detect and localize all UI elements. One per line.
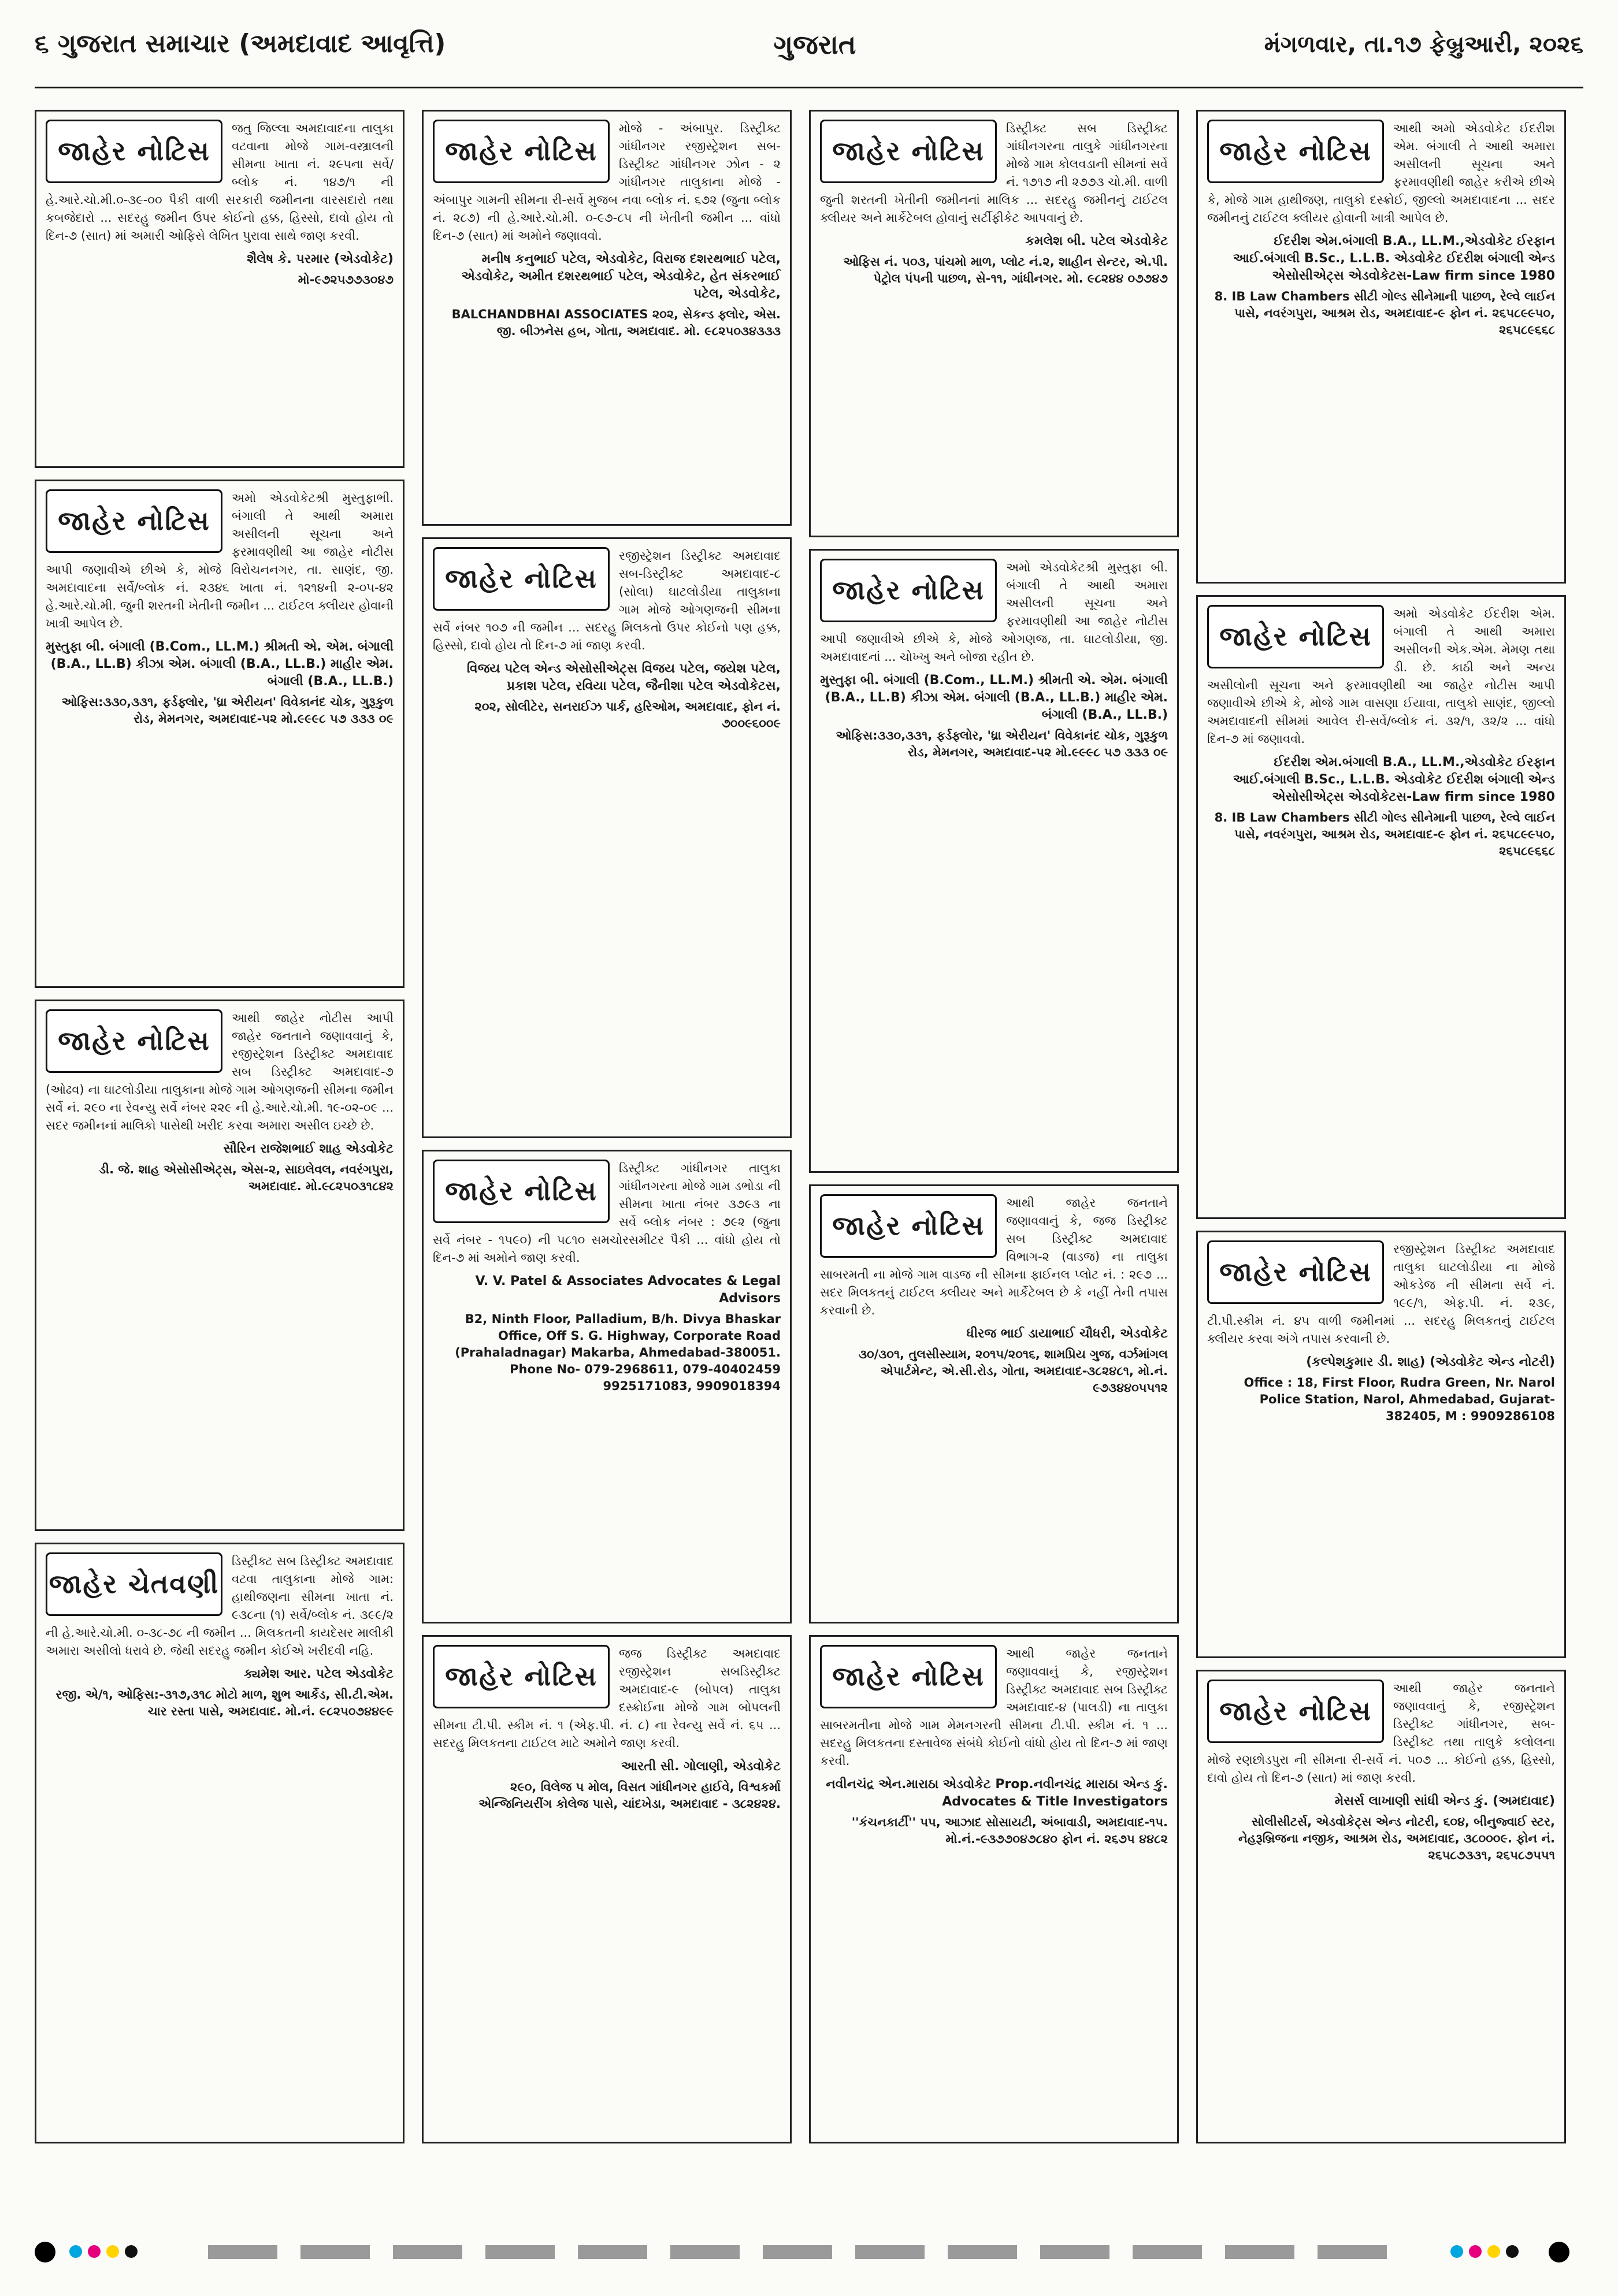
- notice-signature: મનીષ કનુભાઈ પટેલ, એડવોકેટ, વિરાજ દશરથભાઈ પટેલ, એડવોકેટ, અમીત દશરથભાઈ પટેલ, એડવોકેટ, હેત સંકરભાઈ પટેલ, એડવોકેટ,: [461, 252, 781, 301]
- notice-contact: મો-૯૭૨૫૭૭૩૦૪૭: [298, 273, 394, 287]
- notice-body: આથી જાહેર જનતાને જણાવવાનું કે, જજ ડિસ્ટ્રીક્ટ સબ ડિસ્ટ્રીક્ટ અમદાવાદ વિભાગ-૨ (વાડજ) ના તાલુકા સાબરમતી ના મોજે ગામ વાડજ ની સીમના ફાઈનલ પ્લોટ નં. : ૨૯૭ ... સદર મિલકતનું ટાઈટલ ક્લીયર અને માર્કેટેબલ છે કે નહીં તેની તપાસ કરવાની છે.: [820, 1196, 1168, 1317]
- notice-contact: ઓફિસ નં. ૫૦૩, પાંચમો માળ, પ્લોટ નં.૨, શાહીન સેન્ટર, એ.પી. પેટ્રોલ પંપની પાછળ, સે-૧૧, ગાંધીનગર. મો. ૯૮૨૪૪ ૦૭૭૪૭: [843, 255, 1168, 285]
- notice-signature: V. V. Patel & Associates Advocates & Legal Advisors: [475, 1274, 781, 1306]
- notice-14: [1196, 595, 1566, 1219]
- notice-body: જતુ જિલ્લા અમદાવાદના તાલુકા વટવાના મોજે ગામ-વસ્ત્રાલની સીમના ખાતા નં. ૨૯૫ના સર્વે/બ્લોક નં. ૧૪૭/૧ ની હે.આરે.ચો.મી.૦-૩૯-૦૦ પૈકી વાળી સરકારી જમીનના વારસદારો તથા કબજેદારો ... સદરહુ જમીન ઉપર કોઈનો હક્ક, હિસ્સો, દાવો હોય તો દિન-૭ (સાત) માં અમારી ઓફિસે લેખિત પુરાવા સાથે જાણ કરવી.: [46, 121, 394, 243]
- masthead: [35, 23, 1583, 87]
- notice-title: જાહેર નોટિસ: [820, 1645, 997, 1708]
- notice-body: અમો એડવોકેટશ્રી મુસ્તુફા બી. બંગાલી તે આથી અમારા અસીલની સૂચના અને ફરમાવણીથી આ જાહેર નોટીસ આપી જણાવીએ છીએ કે, મોજે ઓગણજ, તા. ઘાટલોડીયા, જી. અમદાવાદનાં ... ચોખ્ખુ અને બોજા રહીત છે.: [820, 560, 1168, 664]
- notice-title: જાહેર નોટિસ: [433, 1645, 610, 1708]
- notice-body: આથી જાહેર જનતાને જણાવવાનું કે, રજીસ્ટ્રેશન ડિસ્ટ્રીક્ટ ગાંધીનગર, સબ-ડિસ્ટ્રીક્ટ તથા તાલુકે કલોલના મોજે રણછોડપુરા ની સીમના રી-સર્વે નં. ૫૦૭ ... કોઈનો હક્ક, હિસ્સો, દાવો હોય તો દિન-૭ (સાત) માં જાણ કરવી.: [1207, 1681, 1555, 1785]
- masthead-rule: [35, 87, 1583, 88]
- issue-date: મંગળવાર, તા.૧૭ ફેબ્રુઆરી, ૨૦૨૬: [1264, 31, 1583, 58]
- notice-signature: નવીનચંદ્ર એન.મારાઠા એડવોકેટ Prop.નવીનચંદ્ર મારાઠા એન્ડ કું. Advocates & Title Investigators: [826, 1777, 1168, 1809]
- notice-body: રજીસ્ટ્રેશન ડિસ્ટ્રીક્ટ અમદાવાદ સબ-ડિસ્ટ્રીક્ટ અમદાવાદ-૮ (સોલા) ઘાટલોડીયા તાલુકાના ગામ મોજે ઓગણજની સીમના સર્વે નંબર ૧૦૭ ની જમીન ... સદરહુ મિલકતો ઉપર કોઈનો પણ હક્ક, હિસ્સો, દાવો હોય તો દિન-૭ માં જાણ કરવી.: [433, 549, 781, 652]
- notice-15: [1196, 1231, 1566, 1658]
- notice-title: જાહેર નોટિસ: [46, 120, 222, 183]
- section-title: ગુજરાત: [773, 29, 856, 60]
- black-dot-icon: [1506, 2245, 1519, 2258]
- notice-title: જાહેર નોટિસ: [820, 120, 997, 183]
- notice-body: જજ ડિસ્ટ્રીક્ટ અમદાવાદ રજીસ્ટ્રેશન સબડિસ્ટ્રીક્ટ અમદાવાદ-૯ (બોપલ) તાલુકા દસ્ક્રોઈના મોજે ગામ બોપલની સીમના ટી.પી. સ્કીમ નં. ૧ (એફ.પી. નં. ૮) ના રેવન્યુ સર્વે નં. ૬૫ ... સદરહુ મિલકતના ટાઈટલ માટે અમોને જાણ કરવી.: [433, 1647, 781, 1750]
- column-2: [422, 110, 792, 2143]
- notice-body: ડિસ્ટ્રીક્ટ સબ ડિસ્ટ્રીક્ટ ગાંધીનગરના તાલુકે ગાંધીનગરના મોજે ગામ કોલવડાની સીમનાં સર્વે નં. ૧૭૧૭ ની ૨૭૭૩ ચો.મી. વાળી જુની શરતની ખેતીની જમીનનાં માલિક ... સદરહુ જમીનનું ટાઈટલ ક્લીયર અને માર્કેટેબલ હોવાનું સર્ટીફીકેટ આપવાનું છે.: [820, 121, 1168, 225]
- notice-signature: મુસ્તુફા બી. બંગાલી (B.Com., LL.M.) શ્રીમતી એ. એમ. બંગાલી (B.A., LL.B) કીઝા એમ. બંગાલી (B.A., LL.B.) માહીર એમ. બંગાલી (B.A., LL.B.): [820, 673, 1168, 722]
- notice-body: અમો એડવોકેટશ્રી મુસ્તુફાભી. બંગાલી તે આથી અમારા અસીલની સૂચના અને ફરમાવણીથી આ જાહેર નોટીસ આપી જણાવીએ છીએ કે, મોજે વિરોચનનગર, તા. સાણંદ, જી. અમદાવાદના સર્વે/બ્લોક નં. ૨૩૪૬ ખાતા નં. ૧૨૧૪ની ૨-૦૫-૪૨ હે.આરે.ચો.મી. જુની શરતની ખેતીની જમીન ... ટાઈટલ ક્લીયર હોવાની ખાત્રી આપેલ છે.: [46, 491, 394, 630]
- registration-mark-icon: [35, 2242, 55, 2262]
- notice-signature: ક્યમેશ આર. પટેલ એડવોકેટ: [244, 1667, 394, 1681]
- notice-body: ડિસ્ટ્રીક્ટ ગાંધીનગર તાલુકા ગાંધીનગરના મોજે ગામ ડભોડા ની સીમના ખાતા નંબર ૩૭૯૩ ના સર્વે બ્લોક નંબર : ૭૯૨ (જુના સર્વે નંબર - ૧૫૯૦) ની ૫૮૧૦ સમચોરસમીટર પૈકી ... વાંધો હોય તો દિન-૭ માં અમોને જાણ કરવી.: [433, 1161, 781, 1265]
- notice-contact: B2, Ninth Floor, Palladium, B/h. Divya Bhaskar Office, Off S. G. Highway, Corporate Road (Prahaladnagar) Makarba, Ahmedabad-380051. Phone No- 079-2968611, 079-40402459 9925171083, 9909018394: [455, 1312, 781, 1393]
- notice-contact: 8. IB Law Chambers સીટી ગોલ્ડ સીનેમાની પાછળ, રેલ્વે લાઈન પાસે, નવરંગપુરા, આશ્રમ રોડ, અમદાવાદ-૯ ફોન નં. ૨૬૫૮૯૯૫૦, ૨૬૫૮૯૬૬૮: [1214, 289, 1555, 337]
- notice-6: [422, 537, 792, 1138]
- notice-title: જાહેર નોટિસ: [1207, 1240, 1384, 1304]
- notice-signature: કમલેશ બી. પટેલ એડવોકેટ: [1025, 234, 1168, 248]
- notice-contact: ૨૯૦, વિલેજ ૫ મોલ, વિસત ગાંધીનગર હાઈવે, વિશ્વકર્મા એન્જિનિયરીંગ કોલેજ પાસે, ચાંદખેડા, અમદાવાદ - ૩૮૨૪૨૪.: [478, 1780, 781, 1811]
- registration-mark-icon: [1549, 2242, 1569, 2262]
- notice-4: [35, 1543, 404, 2143]
- notice-body: આથી જાહેર જનતાને જણાવવાનું કે, રજીસ્ટ્રેશન ડિસ્ટ્રીક્ટ અમદાવાદ સબ ડિસ્ટ્રીક્ટ અમદાવાદ-૪ (પાલડી) ના તાલુકા સાબરમતીના મોજે ગામ મેમનગરની સીમના ટી.પી. સ્કીમ નં. ૧ ... સદરહુ મિલકતના દસ્તાવેજ સંબંધે કોઈનો વાંધો હોય તો દિન-૭ માં જાણ કરવી.: [820, 1647, 1168, 1768]
- notice-body: આથી જાહેર નોટીસ આપી જાહેર જનતાને જણાવવાનું કે, રજીસ્ટ્રેશન ડિસ્ટ્રીક્ટ અમદાવાદ સબ ડિસ્ટ્રીક્ટ અમદાવાદ-૭ (ઓઢવ) ના ઘાટલોડીયા તાલુકાના મોજે ગામ ઓગણજની સીમના જમીન સર્વે નં. ૨૯૦ ના રેવન્યુ સર્વે નંબર ૨૨૯ ની હે.આરે.ચો.મી. ૧૯-૦૨-૦૯ ... સદર જમીનનાં માલિકો પાસેથી ખરીદ કરવા અમારા અસીલ ઇચ્છે છે.: [46, 1011, 394, 1132]
- notice-title: જાહેર નોટિસ: [433, 1160, 610, 1223]
- notice-title: જાહેર ચેતવણી: [46, 1552, 222, 1616]
- yellow-dot-icon: [1487, 2245, 1500, 2258]
- notice-title: જાહેર નોટિસ: [820, 1194, 997, 1258]
- print-footer: [35, 2242, 1583, 2265]
- notice-contact: ૩૦/૩૦૧, તુલસીસ્યામ, ૨૦૧૫/૨૦૧૬, શામપ્રિય ગુજ, વર્ઝમાંગલ એપાર્ટમેન્ટ, એ.સી.રોડ, ગોતા, અમદાવાદ-૩૮૨૪૮૧, મો.નં. ૯૭૩૪૪૦૫૫૧૨: [858, 1347, 1168, 1395]
- notice-title: જાહેર નોટિસ: [1207, 120, 1384, 183]
- notice-title: જાહેર નોટિસ: [433, 120, 610, 183]
- notice-body: ડિસ્ટ્રીક્ટ સબ ડિસ્ટ્રીક્ટ અમદાવાદ વટવા તાલુકાના મોજે ગામ: હાથીજણના સીમના ખાતા નં. ૯૩૮ના (૧) સર્વે/બ્લોક નં. ૩૯૯/૨ ની હે.આરે.ચો.મી. ૦-૩૮-૭૮ ની જમીન ... મિલકતની કાયદેસર માલીકી અમારા અસીલો ધરાવે છે. જેથી સદરહુ જમીન કોઈએ ખરીદવી નહિ.: [46, 1554, 394, 1658]
- notice-title: જાહેર નોટિસ: [1207, 605, 1384, 668]
- notice-title: જાહેર નોટિસ: [433, 547, 610, 611]
- notice-signature: શૈલેષ કે. પરમાર (એડવોકેટ): [247, 252, 394, 266]
- notice-3: [35, 1000, 404, 1531]
- notice-title: જાહેર નોટિસ: [46, 489, 222, 553]
- notice-10: [809, 549, 1179, 1173]
- notice-contact: ''કંચનકાર્ટી'' ૫૫, આઝાદ સોસાયટી, અંબાવાડી, અમદાવાદ-૧૫. મો.નં.-૯૩૭૭૦૪૭૮૪૦ ફોન નં. ૨૬૭૫ ૪૪૮૨: [851, 1815, 1168, 1846]
- page-number-and-paper-name: ૬ ગુજરાત સમાચાર (અમદાવાદ આવૃત્તિ): [35, 29, 446, 58]
- notice-contact: 8. IB Law Chambers સીટી ગોલ્ડ સીનેમાની પાછળ, રેલ્વે લાઈન પાસે, નવરંગપુરા, આશ્રમ રોડ, અમદાવાદ-૯ ફોન નં. ૨૬૫૮૯૯૫૦, ૨૬૫૮૯૬૬૮: [1214, 811, 1555, 858]
- yellow-dot-icon: [106, 2245, 119, 2258]
- notice-signature: મેસર્સ લાખાણી સાંધી એન્ડ કું. (અમદાવાદ): [1334, 1794, 1555, 1808]
- notice-body: મોજે - અંબાપુર. ડિસ્ટ્રીક્ટ ગાંધીનગર રજીસ્ટ્રેશન સબ-ડિસ્ટ્રીક્ટ ગાંધીનગર ઝોન - ૨ ગાંધીનગર તાલુકાના મોજે - અંબાપુર ગામની સીમના રી-સર્વે મુજબ નવા બ્લોક નં. ૬૭૨ (જુના બ્લોક નં. ૨૮૭) ની હે.આરે.ચો.મી. ૦-૯૭-૮૫ ની ખેતીની જમીન ... વાંધો દિન-૭ (સાત) માં અમોને જણાવવો.: [433, 121, 781, 243]
- notice-contact: ૨૦૨, સોલીટેર, સનરાઈઝ પાર્ક, હરિઓમ, અમદાવાદ, ફોન નં. ૭૦૦૯૬૦૦૯: [474, 700, 781, 730]
- notice-11: [809, 1184, 1179, 1623]
- cyan-dot-icon: [1450, 2245, 1463, 2258]
- notice-signature: ઈદરીશ એમ.બંગાલી B.A., LL.M.,એડવોકેટ ઈરફાન આઈ.બંગાલી B.Sc., L.L.B. એડવોકેટ ઈદરીશ બંગાલી એન્ડ એસોસીએટ્સ એડવોકેટસ-Law firm since 1980: [1233, 234, 1555, 283]
- notice-8: [422, 1635, 792, 2143]
- column-1: [35, 110, 404, 2143]
- notice-title: જાહેર નોટિસ: [46, 1009, 222, 1073]
- notice-12: [809, 1635, 1179, 2143]
- notice-5: [422, 110, 792, 526]
- cyan-dot-icon: [69, 2245, 82, 2258]
- notice-contact: ડી. જે. શાહ એસોસીએટ્સ, એસ-૨, સાઇલેવલ, નવરંગપુરા, અમદાવાદ. મો.૯૮૨૫૦૩૧૮૪૨: [99, 1162, 394, 1193]
- notice-contact: ઓફિસ:૩૩૦,૩૩૧, ફર્ડફ્લોર, 'ધ્રા એરીયન' વિવેકાનંદ ચોક, ગુરૂકુળ રોડ, મેમનગર, અમદાવાદ-૫૨ મો.૯૯૯૮ ૫૭ ૩૩૩ ૦૯: [61, 695, 394, 726]
- notice-2: [35, 480, 404, 988]
- notice-1: [35, 110, 404, 468]
- color-bar-strip: [208, 2245, 1410, 2259]
- column-3: [809, 110, 1179, 2143]
- notice-body: આથી અમો એડવોકેટ ઈદરીશ એમ. બંગાલી તે આથી અમારા અસીલની સૂચના અને ફરમાવણીથી જાહેર કરીએ છીએ કે, મોજે ગામ હાથીજણ, તાલુકો દસ્ક્રોઈ, જીલ્લો અમદાવાદના ... સદર જમીનનું ટાઈટલ ક્લીયર હોવાની ખાત્રી આપેલ છે.: [1207, 121, 1555, 225]
- notice-signature: આરતી સી. ગોલાણી, એડવોકેટ: [621, 1759, 781, 1774]
- notice-13: [1196, 110, 1566, 584]
- black-dot-icon: [125, 2245, 138, 2258]
- notice-contact: Office : 18, First Floor, Rudra Green, Nr. Narol Police Station, Narol, Ahmedabad, Gujarat-382405, M : 9909286108: [1244, 1376, 1555, 1423]
- notice-title: જાહેર નોટિસ: [820, 559, 997, 622]
- notice-signature: વિજય પટેલ એન્ડ એસોસીએટ્સ વિજય પટેલ, જયેશ પટેલ, પ્રકાશ પટેલ, રવિયા પટેલ, જૈનીશા પટેલ એડવોકેટસ,: [466, 662, 781, 693]
- notice-body: અમો એડવોકેટ ઈદરીશ એમ. બંગાલી તે આથી અમારા અસીલની એક.એમ. મેમણ તથા ડી. છે. કાઠી અને અન્ય અસીલોની સૂચના અને ફરમાવણીથી આ જાહેર નોટીસ આપી જણાવીએ છીએ કે, મોજે ગામ વાસણા ઈયાવા, તાલુકો સાણંદ, જીલ્લો અમદાવાદની સીમમાં આવેલ રી-સર્વે/બ્લોક નં. ૩૨/૧, ૩૨/૨ ... વાંધો દિન-૭ માં જણાવવો.: [1207, 607, 1555, 746]
- notice-contact: સોલીસીટર્સ, એડવોકેટ્સ એન્ડ નોટરી, ૬૦૪, બીનુજ્વાઈ સ્ટર, નેહરૂબ્રિજના નજીક, આશ્રમ રોડ, અમદાવાદ, ૩૮૦૦૦૯. ફોન નં. ૨૬૫૮૭૩૩૧, ૨૬૫૮૭૫૫૧: [1238, 1815, 1555, 1862]
- notice-contact: ઓફિસ:૩૩૦,૩૩૧, ફર્ડફ્લોર, 'ધ્રા એરીયન' વિવેકાનંદ ચોક, ગુરૂકુળ રોડ, મેમનગર, અમદાવાદ-૫૨ મો.૯૯૯૮ ૫૭ ૩૩૩ ૦૯: [836, 729, 1168, 759]
- notice-contact: રજી. એ/૧, ઓફિસ:-૩૧૭,૩૧૮ મોટો માળ, શુભ આર્કેડ, સી.ટી.એમ. ચાર રસ્તા પાસે, અમદાવાદ. મો.નં. ૯૮૨૫૦૭૪૪૯૯: [55, 1688, 394, 1718]
- magenta-dot-icon: [1469, 2245, 1482, 2258]
- notice-contact: BALCHANDBHAI ASSOCIATES ૨૦૨, સેકન્ડ ફ્લોર, એસ. જી. બીઝનેસ હબ, ગોતા, અમદાવાદ. મો. ૯૮૨૫૦૩૪૩૩૩: [451, 307, 781, 338]
- notice-7: [422, 1150, 792, 1623]
- notice-signature: ઈદરીશ એમ.બંગાલી B.A., LL.M.,એડવોકેટ ઈરફાન આઈ.બંગાલી B.Sc., L.L.B. એડવોકેટ ઈદરીશ બંગાલી એન્ડ એસોસીએટ્સ એડવોકેટસ-Law firm since 1980: [1233, 755, 1555, 804]
- notice-signature: સૌરિન રાજેશભાઈ શાહ એડવોકેટ: [223, 1142, 394, 1156]
- notice-title: જાહેર નોટિસ: [1207, 1680, 1384, 1743]
- column-4: [1196, 110, 1566, 2143]
- notice-signature: (કલ્પેશકુમાર ડી. શાહ) (એડવોકેટ એન્ડ નોટરી): [1306, 1355, 1555, 1369]
- notice-16: [1196, 1670, 1566, 2143]
- notice-signature: ધીરજ ભાઈ ડાયાભાઈ ચૌધરી, એડવોકેટ: [966, 1327, 1168, 1341]
- notice-9: [809, 110, 1179, 537]
- notice-signature: મુસ્તુફા બી. બંગાલી (B.Com., LL.M.) શ્રીમતી એ. એમ. બંગાલી (B.A., LL.B) કીઝા એમ. બંગાલી (B.A., LL.B.) માહીર એમ. બંગાલી (B.A., LL.B.): [46, 640, 394, 689]
- notice-body: રજીસ્ટ્રેશન ડિસ્ટ્રીક્ટ અમદાવાદ તાલુકા ઘાટલોડીયા ના મોજે ઓકડેજ ની સીમના સર્વે નં. ૧૯૯/૧, એફ.પી. નં. ૨૩૯, ટી.પી.સ્કીમ નં. ૪૫ વાળી જમીનમાં ... સદરહુ મિલકતનું ટાઈટલ ક્લીયર કરવા અંગે તપાસ કરવાની છે.: [1207, 1242, 1555, 1346]
- magenta-dot-icon: [88, 2245, 101, 2258]
